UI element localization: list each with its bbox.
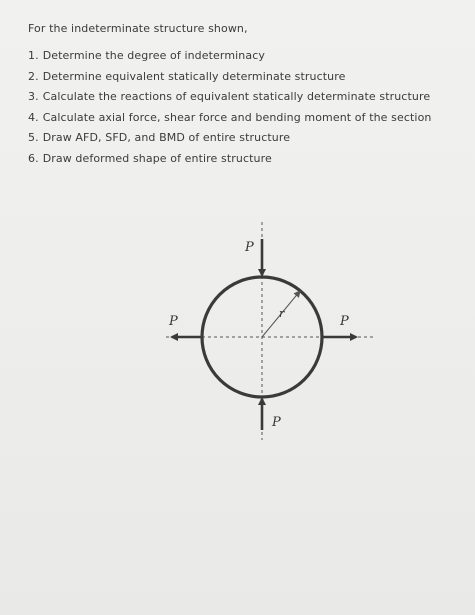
task-text: Draw AFD, SFD, and BMD of entire structure [42, 131, 291, 144]
problem-intro: For the indeterminate structure shown, [28, 22, 248, 35]
radius-label: r [279, 307, 285, 320]
task-number: 6. [28, 151, 39, 165]
task-number: 3. [28, 90, 39, 103]
task-text: Draw deformed shape of entire structure [42, 151, 272, 165]
load-label-top: P [245, 240, 254, 255]
task-text: Calculate axial force, shear force and bending moment of the section [42, 110, 432, 124]
task-number: 2. [28, 69, 39, 83]
load-label-bottom: P [272, 415, 281, 430]
task-text: Determine equivalent statically determinate structure [42, 69, 346, 83]
task-text: Determine the degree of indeterminacy [42, 49, 265, 62]
task-number: 4. [28, 110, 39, 124]
task-text: Calculate the reactions of equivalent statically determinate structure [42, 90, 431, 103]
load-label-left: P [169, 314, 178, 329]
load-label-right: P [340, 314, 349, 329]
task-number: 5. [28, 131, 39, 144]
task-number: 1. [28, 49, 39, 62]
